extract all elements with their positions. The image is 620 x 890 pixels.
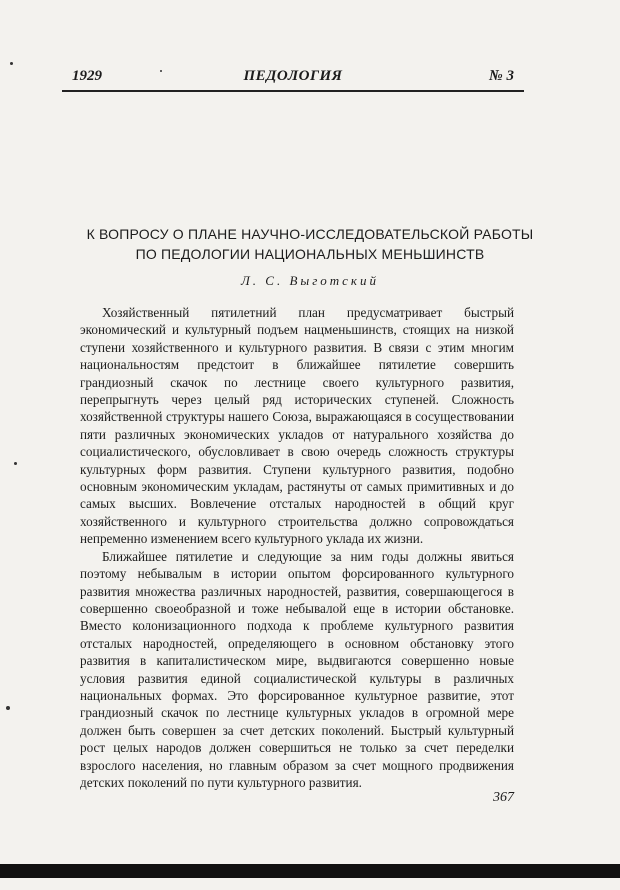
paragraph: Ближайшее пятилетие и следующие за ним годы должны явиться поэтому небывалым в истории опытом форсированного культурного развития множества различных народностей, развития, совершающегося в совершенно своеобразной и тоже небывалой еще в истории обстановке. Вместо колонизационного подхода к проблеме культурного развития отсталых народностей, определяющего в основном обстановку этого развития в капиталистическом мире, выдвигаются совершенно новые условия развития единой социалистической культуры в различных национальных формах. Это форсированное культурное развитие, этот грандиозный скачок по лестнице культурных укладов в огромной мере должен быть совершен за счет детских поколений. Быстрый культурный рост целых народов должен совершиться не только за счет переделки взрослого населения, но главным образом за счет мощного продвижения детских поколений по пути культурного развития. <box>80 548 514 790</box>
paragraph: Хозяйственный пятилетний план предусматривает быстрый экономический и культурный подъем нацменьшинств, стоящих на низкой ступени хозяйственного и культурного развития. В связи с этим многим национальностям предстоит в ближайшее пятилетие совершить грандиозный скачок по лестнице своего культурного развития, перепрыгнуть через целый ряд исторических ступеней. Сложность хозяйственной структуры нашего Союза, выражающаяся в сосуществовании пяти различных экономических укладов от натурального хозяйства до социалистического, обусловливает в свою очередь сложность структуры культурных форм развития. Ступени культурного развития, подобно основным экономическим укладам, растянуты от самых примитивных и до самых высших. Вовлечение отсталых народностей в общий круг хозяйственного и культурного строительства должно сопровождаться непременно изменением всего культурного уклада их жизни. <box>80 305 514 547</box>
header-rule <box>62 90 524 92</box>
article-author: Л. С. Выготский <box>240 273 380 288</box>
header-journal-title: ПЕДОЛОГИЯ <box>243 68 343 84</box>
scan-speck <box>10 62 13 65</box>
running-header <box>72 68 514 88</box>
scan-speck <box>14 462 17 465</box>
article-title-line-1: К ВОПРОСУ О ПЛАНЕ НАУЧНО-ИССЛЕДОВАТЕЛЬСКОЙ РАБОТЫ <box>86 226 534 242</box>
scan-bottom-edge <box>0 864 620 878</box>
scan-speck <box>160 70 162 72</box>
page-number: 367 <box>493 790 514 805</box>
article-title-line-2: ПО ПЕДОЛОГИИ НАЦИОНАЛЬНЫХ МЕНЬШИНСТВ <box>135 246 485 262</box>
article-body <box>80 304 514 791</box>
header-issue-number: № 3 <box>489 68 514 84</box>
article-title <box>40 224 580 264</box>
scan-speck <box>6 706 10 710</box>
header-year: 1929 <box>72 68 102 84</box>
